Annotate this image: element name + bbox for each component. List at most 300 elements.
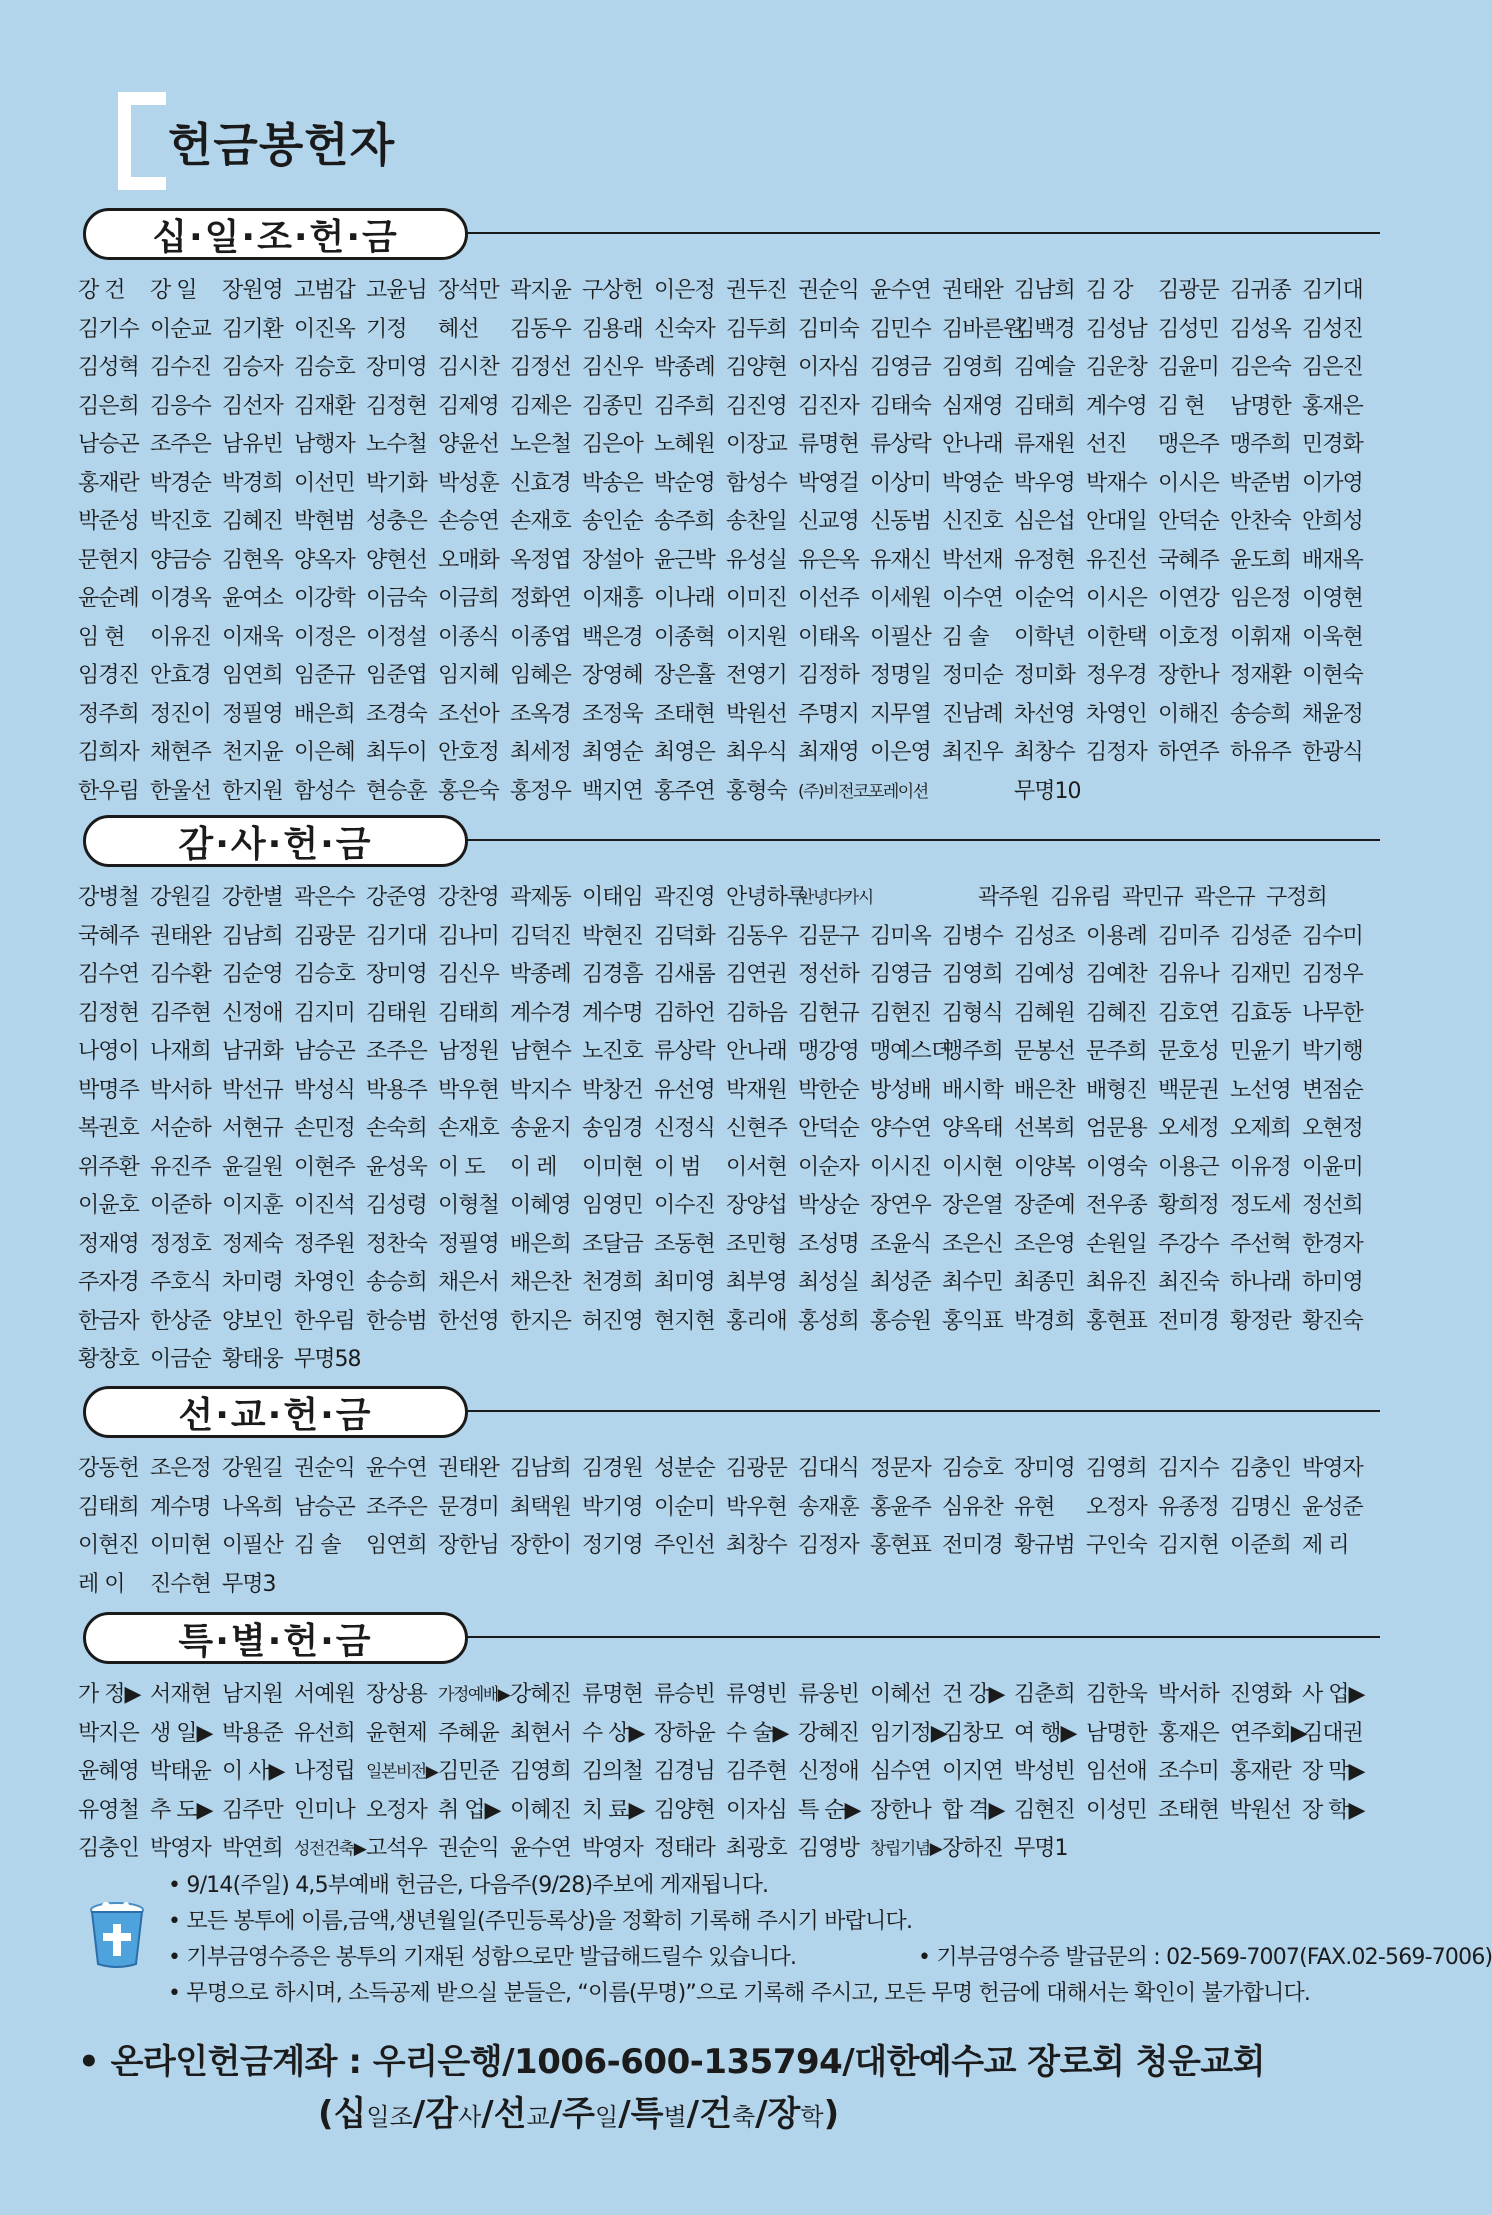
donor-name: 최택원 — [510, 1494, 571, 1520]
donor-name: 이종엽 — [510, 624, 571, 650]
donor-name: 하미영 — [1302, 1270, 1363, 1295]
donor-name: 임연희 — [222, 663, 283, 688]
donor-name: 송승희 — [366, 1270, 427, 1295]
donor-name: 진영화 — [1230, 1682, 1291, 1707]
donor-name: 구상헌 — [582, 278, 643, 303]
donor-name: 조선아 — [438, 701, 499, 727]
donor-name: 이성민 — [1086, 1797, 1147, 1823]
donor-name: 김남희 — [1014, 278, 1075, 303]
donor-name: 류명현 — [798, 432, 859, 457]
donor-name: 홍성희 — [798, 1308, 859, 1334]
donor-name: 남승곤 — [294, 1494, 355, 1520]
donor-name: 이시은 — [1086, 586, 1147, 611]
name-grid — [78, 879, 1378, 1380]
offering-type-rest: 사 — [458, 2103, 482, 2131]
donor-name: 주자경 — [78, 1270, 139, 1295]
donor-name: 주호식 — [150, 1270, 211, 1295]
donor-name: 이순교 — [150, 316, 211, 342]
donor-name: 배은희 — [510, 1231, 571, 1257]
donor-name: 한광식 — [1302, 740, 1363, 765]
section-divider — [466, 1410, 1380, 1412]
paren-close: ) — [823, 2094, 840, 2134]
offering-type-rest: 별 — [663, 2103, 687, 2131]
donor-name: 김재민 — [1230, 962, 1291, 987]
donor-name: 배형진 — [1086, 1077, 1147, 1103]
donor-name: 김태숙 — [870, 393, 931, 419]
donor-name: 박태윤 — [150, 1759, 211, 1784]
donor-name: 조경숙 — [366, 701, 427, 727]
donor-name: 신정애 — [798, 1759, 859, 1784]
donor-name: 최진우 — [942, 740, 1003, 765]
donor-name: 박종례 — [654, 355, 715, 380]
donor-name: 김영희 — [510, 1759, 571, 1784]
donor-name: 김주현 — [150, 1000, 211, 1026]
donor-name: 최진숙 — [1158, 1270, 1219, 1295]
donor-name: 노선영 — [1230, 1077, 1291, 1103]
donor-name: 나영이 — [78, 1039, 139, 1064]
donor-name: 구인숙 — [1086, 1533, 1147, 1558]
donor-name: 무명3 — [222, 1571, 276, 1597]
donor-name: 홍현표 — [870, 1533, 931, 1558]
donor-name — [906, 879, 978, 918]
donor-name: 김예슬 — [1014, 355, 1075, 380]
donor-name: 박영순 — [942, 470, 1003, 496]
donor-name: 국혜주 — [78, 923, 139, 949]
donor-name: 노은철 — [510, 432, 571, 457]
note-line: • 기부금영수증은 봉투의 기재된 성함으로만 발급해드릴수 있습니다. — [168, 1945, 797, 1970]
donor-name: 추 도▶ — [150, 1797, 213, 1823]
donor-name: 강혜진 — [510, 1682, 571, 1707]
donor-name: 이순억 — [1014, 586, 1075, 611]
donor-name: 김정자 — [1086, 740, 1147, 765]
donor-name: 박준범 — [1230, 470, 1291, 496]
donor-name: 김제은 — [510, 393, 571, 419]
donor-name: 장한나 — [870, 1797, 931, 1823]
donor-name: 배시학 — [942, 1077, 1003, 1103]
donor-name: 김지수 — [1158, 1456, 1219, 1481]
donor-name: 차영인 — [1086, 701, 1147, 727]
donor-name: 민경화 — [1302, 432, 1363, 457]
donor-name: 김영금 — [870, 355, 931, 380]
separator: / — [549, 2094, 563, 2134]
donor-name: 최성준 — [870, 1270, 931, 1295]
donor-name: 김충인 — [1230, 1456, 1291, 1481]
donor-name: 함성수 — [726, 470, 787, 496]
donor-name: 김정우 — [1302, 962, 1363, 987]
donor-name: 정도세 — [1230, 1193, 1291, 1218]
donor-name: 조옥경 — [510, 701, 571, 727]
donor-name: 일본비전▶ — [366, 1762, 438, 1782]
thanks-section — [78, 815, 1378, 1380]
donor-name: 황창호 — [78, 1347, 139, 1372]
donor-name: 김귀종 — [1230, 278, 1291, 303]
donor-name: 선진 — [1086, 432, 1127, 457]
donor-name: 여 행▶ — [1014, 1720, 1077, 1746]
donor-name: 송재훈 — [798, 1494, 859, 1520]
online-account-info: • 온라인헌금계좌 : 우리은행/1006-600-135794/대한예수교 장로회 청운교회 — [78, 2042, 1266, 2082]
donor-name: 신동범 — [870, 509, 931, 534]
donor-name: 신숙자 — [654, 316, 715, 342]
donor-name: 임경진 — [78, 663, 139, 688]
donor-name: 박지수 — [510, 1077, 571, 1103]
donor-name: 김태희 — [1014, 393, 1075, 419]
donor-name: 김성진 — [1302, 316, 1363, 342]
donor-name: 박영자 — [1302, 1456, 1363, 1481]
donor-name: 장미영 — [366, 962, 427, 987]
donor-name: 정미순 — [942, 663, 1003, 688]
donor-name: 심유찬 — [942, 1494, 1003, 1520]
page-title: 헌금봉헌자 — [168, 118, 396, 172]
donor-name: 윤성욱 — [366, 1154, 427, 1180]
donor-name: 사 업▶ — [1302, 1682, 1365, 1707]
donor-name: 장준예 — [1014, 1193, 1075, 1218]
donor-name: 유정현 — [1014, 547, 1075, 573]
donor-name: 유재신 — [870, 547, 931, 573]
donor-name: 복권호 — [78, 1116, 139, 1141]
donor-name: 조정욱 — [582, 701, 643, 727]
donor-name: 양윤선 — [438, 432, 499, 457]
offering-type-initial: 장 — [767, 2094, 801, 2134]
donor-name: 권태완 — [438, 1456, 499, 1481]
offering-type-rest: 일 — [595, 2103, 619, 2131]
section-title-thanks: 감·사·헌·금 — [83, 815, 468, 867]
donor-name: 김춘희 — [1014, 1682, 1075, 1707]
donor-name: 장은휼 — [654, 663, 715, 688]
donor-name: 김응수 — [150, 393, 211, 419]
donor-name: 전영기 — [726, 663, 787, 688]
donor-name: 김기대 — [366, 923, 427, 949]
donor-name: 김현진 — [870, 1000, 931, 1026]
donor-name: 이휘재 — [1230, 624, 1291, 650]
offering-type-initial: 주 — [562, 2094, 595, 2134]
donor-name: 조주은 — [366, 1039, 427, 1064]
donor-name: 나무한 — [1302, 1000, 1363, 1026]
donor-name: 김민준 — [438, 1759, 499, 1784]
donor-name: 이형철 — [438, 1193, 499, 1218]
donor-name: 가정예배▶ — [438, 1685, 510, 1705]
donor-name: 이학년 — [1014, 624, 1075, 650]
donor-name: 허진영 — [582, 1308, 643, 1334]
donor-name: 김정현 — [366, 393, 427, 419]
donor-name: 양보인 — [222, 1308, 283, 1334]
donor-name: 정주원 — [294, 1231, 355, 1257]
donor-name: 최미영 — [654, 1270, 715, 1295]
donor-name: 이혜진 — [510, 1797, 571, 1823]
donor-name: 김태원 — [366, 1000, 427, 1026]
donor-name: 남현수 — [510, 1039, 571, 1064]
donor-name: 이지원 — [726, 624, 787, 650]
donor-name: 손재호 — [438, 1116, 499, 1141]
donor-name: 장한님 — [438, 1533, 499, 1558]
donor-name: 조주은 — [150, 432, 211, 457]
donor-name: 박현범 — [294, 509, 355, 534]
donor-name: 안희성 — [1302, 509, 1363, 534]
donor-name: 차미령 — [222, 1270, 283, 1295]
donor-name: 서현규 — [222, 1116, 283, 1141]
donor-name: 박지은 — [78, 1720, 139, 1746]
donor-name: 문봉선 — [1014, 1039, 1075, 1064]
donor-name: 김성령 — [366, 1193, 427, 1218]
donor-name: 양현선 — [366, 547, 427, 573]
donor-name: 위주환 — [78, 1154, 139, 1180]
donor-name: 신교영 — [798, 509, 859, 534]
donor-name: 박우현 — [726, 1494, 787, 1520]
donor-name: 조달금 — [582, 1231, 643, 1257]
donor-name: 김대식 — [798, 1456, 859, 1481]
donor-name: 이지훈 — [222, 1193, 283, 1218]
donor-name: 문경미 — [438, 1494, 499, 1520]
donor-name: 무명58 — [294, 1347, 361, 1372]
donor-name: 백은경 — [582, 624, 643, 650]
donor-name: 임기정▶ — [870, 1720, 947, 1746]
donor-name: 박상순 — [798, 1193, 859, 1218]
donor-name: 김창모 — [942, 1720, 1003, 1746]
donor-name: 성전건축▶ — [294, 1839, 366, 1859]
donor-name: 안덕순 — [1158, 509, 1219, 534]
donor-name: 신진호 — [942, 509, 1003, 534]
donor-name: 최종민 — [1014, 1270, 1075, 1295]
separator: / — [618, 2094, 631, 2134]
donor-name: 이혜선 — [870, 1682, 931, 1707]
donor-name: 권순익 — [294, 1456, 355, 1481]
donor-name: 박기영 — [582, 1494, 643, 1520]
donor-name: 정찬숙 — [366, 1231, 427, 1257]
donor-name: 제 리 — [1302, 1533, 1349, 1558]
offering-type-rest: 학 — [800, 2103, 824, 2131]
donor-name: 김미옥 — [870, 923, 931, 949]
donor-name: 무명1 — [1014, 1836, 1068, 1861]
donor-name: 류명현 — [582, 1682, 643, 1707]
donor-name: 한선영 — [438, 1308, 499, 1334]
donor-name: 남승곤 — [294, 1039, 355, 1064]
donor-name: 곽진영 — [654, 885, 715, 910]
donor-name: 이용근 — [1158, 1154, 1219, 1180]
donor-name: 박성훈 — [438, 470, 499, 496]
donor-name: 류상락 — [870, 432, 931, 457]
donor-name: 김연권 — [726, 962, 787, 987]
donor-name: 김 솔 — [294, 1533, 341, 1558]
donor-name: 권두진 — [726, 278, 787, 303]
donor-name: 김광문 — [726, 1456, 787, 1481]
donor-name: 김승자 — [222, 355, 283, 380]
offering-type-initial: 특 — [630, 2094, 664, 2134]
donor-name: 최창수 — [1014, 740, 1075, 765]
donor-name: 서재현 — [150, 1682, 211, 1707]
donor-name: 김주만 — [222, 1797, 283, 1823]
donor-name: 김경원 — [582, 1456, 643, 1481]
donor-name: 신정식 — [654, 1116, 715, 1141]
donor-name: 김영희 — [942, 962, 1003, 987]
donor-name: 박영자 — [150, 1836, 211, 1861]
donor-name: 김영금 — [870, 962, 931, 987]
donor-name: 전미경 — [1158, 1308, 1219, 1334]
donor-name: 맹주희 — [942, 1039, 1003, 1064]
donor-name: 김백경 — [1014, 316, 1075, 342]
title-bracket-decoration — [118, 92, 166, 190]
offering-type-rest: 교 — [526, 2103, 550, 2131]
donor-name: 오제희 — [1230, 1116, 1291, 1141]
donor-name: 한우림 — [78, 778, 139, 804]
name-grid — [78, 272, 1378, 811]
name-grid — [78, 1676, 1378, 1869]
donor-name: 이금순 — [150, 1347, 211, 1372]
donor-name: 연주회▶ — [1230, 1720, 1307, 1746]
donor-name: 박우현 — [438, 1077, 499, 1103]
donor-name: 김유림 — [1050, 885, 1111, 910]
donor-name: 곽제동 — [510, 885, 571, 910]
donor-name: 강병철 — [78, 885, 139, 910]
donor-name: 손원일 — [1086, 1231, 1147, 1257]
donor-name: 신현주 — [726, 1116, 787, 1141]
donor-name: 김현진 — [1014, 1797, 1075, 1823]
donor-name: 합 격▶ — [942, 1797, 1005, 1823]
donor-name: 김효동 — [1230, 1000, 1291, 1026]
donor-name: 박우영 — [1014, 470, 1075, 496]
donor-name: 장은열 — [942, 1193, 1003, 1218]
donor-name: 홍은숙 — [438, 778, 499, 804]
donor-name: 홍재란 — [78, 470, 139, 496]
donor-name: 김남희 — [222, 923, 283, 949]
donor-name: 송인순 — [582, 509, 643, 534]
donor-name: 홍형숙 — [726, 778, 787, 804]
donor-name: 이한택 — [1086, 624, 1147, 650]
separator: / — [481, 2094, 494, 2134]
donor-name: 임 현 — [78, 624, 125, 650]
donor-name: 조태현 — [1158, 1797, 1219, 1823]
donor-name: 최유진 — [1086, 1270, 1147, 1295]
donor-name: 송윤지 — [510, 1116, 571, 1141]
donor-name: 이자심 — [726, 1797, 787, 1823]
donor-name: 이윤미 — [1302, 1154, 1363, 1180]
donor-name: 백문권 — [1158, 1077, 1219, 1103]
donor-name: 임지혜 — [438, 663, 499, 688]
donor-name: 오세정 — [1158, 1116, 1219, 1141]
donor-name: 김기수 — [78, 316, 139, 342]
donor-name: 강원길 — [150, 885, 211, 910]
donor-name: 이연강 — [1158, 586, 1219, 611]
donor-name: 유현 — [1014, 1494, 1055, 1520]
donor-name: 진수현 — [150, 1571, 211, 1597]
donor-name: 나정립 — [294, 1759, 355, 1784]
donor-name: 김예찬 — [1086, 962, 1147, 987]
donor-name: 황태웅 — [222, 1347, 283, 1372]
donor-name: 김수연 — [78, 962, 139, 987]
donor-name: 황정란 — [1230, 1308, 1291, 1334]
donor-name: 장영혜 — [582, 663, 643, 688]
donor-name: 이금숙 — [366, 586, 427, 611]
donor-name: 이준하 — [150, 1193, 211, 1218]
donor-name: 정문자 — [870, 1456, 931, 1481]
donor-name: 심수연 — [870, 1759, 931, 1784]
donor-name: 오정자 — [1086, 1494, 1147, 1520]
donor-name: 김승호 — [294, 355, 355, 380]
donor-name: 김은숙 — [1230, 355, 1291, 380]
donor-name: 윤성준 — [1302, 1494, 1363, 1520]
donor-name: 김현옥 — [222, 547, 283, 573]
donor-name: 김병수 — [942, 923, 1003, 949]
donor-name: 장미영 — [1014, 1456, 1075, 1481]
donor-name: 권순익 — [798, 278, 859, 303]
donor-name: 창립기념▶ — [870, 1839, 942, 1859]
donor-name: 기정 — [366, 316, 407, 342]
section-title-mission: 선·교·헌·금 — [83, 1386, 468, 1438]
donor-name: 김성혁 — [78, 355, 139, 380]
donor-name: 이유정 — [1230, 1154, 1291, 1180]
donor-name: 류승빈 — [654, 1682, 715, 1707]
donor-name: (주)비전코포레이션 — [798, 781, 928, 802]
donor-name: 손숙희 — [366, 1116, 427, 1141]
donor-name: 최부영 — [726, 1270, 787, 1295]
donor-name: 김진영 — [726, 393, 787, 419]
separator: / — [686, 2094, 700, 2134]
donor-name: 정정호 — [150, 1231, 211, 1257]
donor-name: 윤길원 — [222, 1154, 283, 1180]
donor-name: 차영인 — [294, 1270, 355, 1295]
donor-name: 윤수연 — [510, 1836, 571, 1861]
donor-name: 박현진 — [582, 923, 643, 949]
donor-name: 이가영 — [1302, 470, 1363, 496]
donor-name: 박서하 — [150, 1077, 211, 1103]
donor-name: 한지은 — [510, 1308, 571, 1334]
donor-name: 조민형 — [726, 1231, 787, 1257]
special-section — [78, 1612, 1378, 1869]
donor-name: 김미주 — [1158, 923, 1219, 949]
donor-name: 전우종 — [1086, 1193, 1147, 1218]
donor-name: 하나래 — [1230, 1270, 1291, 1295]
donor-name: 최영순 — [582, 740, 643, 765]
donor-name: 장미영 — [366, 355, 427, 380]
donor-name: 박순영 — [654, 470, 715, 496]
donor-name: 황규범 — [1014, 1533, 1075, 1558]
offering-type-rest: 축 — [731, 2103, 756, 2131]
donor-name: 이태옥 — [798, 624, 859, 650]
donor-name: 김지현 — [1158, 1533, 1219, 1558]
donor-name: 박용주 — [366, 1077, 427, 1103]
donor-name: 현지현 — [654, 1308, 715, 1334]
donor-name: 김의철 — [582, 1759, 643, 1784]
donor-name: 박경희 — [1014, 1308, 1075, 1334]
donor-name: 남지원 — [222, 1682, 283, 1707]
donor-name: 한울선 — [150, 778, 211, 804]
donor-name: 정우경 — [1086, 663, 1147, 688]
donor-name: 건 강▶ — [942, 1682, 1005, 1707]
donor-name: 계수경 — [510, 1000, 571, 1026]
donor-name: 현승훈 — [366, 778, 427, 804]
donor-name: 이욱현 — [1302, 624, 1363, 650]
donor-name: 문호성 — [1158, 1039, 1219, 1064]
donor-name: 김선자 — [222, 393, 283, 419]
donor-name: 이지연 — [942, 1759, 1003, 1784]
donor-name: 김예성 — [1014, 962, 1075, 987]
donor-name: 주선혁 — [1230, 1231, 1291, 1257]
donor-name: 장양섭 — [726, 1193, 787, 1218]
donor-name: 김순영 — [222, 962, 283, 987]
donor-name: 강혜진 — [798, 1720, 859, 1746]
donor-name: 계수영 — [1086, 393, 1147, 419]
donor-name: 김희자 — [78, 740, 139, 765]
donor-name: 채은찬 — [510, 1270, 571, 1295]
donor-name: 김형식 — [942, 1000, 1003, 1026]
donor-name: 양옥태 — [942, 1116, 1003, 1141]
section-divider — [466, 232, 1380, 234]
donor-name: 주인선 — [654, 1533, 715, 1558]
donor-name: 김성조 — [1014, 923, 1075, 949]
donor-name: 노혜원 — [654, 432, 715, 457]
donor-name: 윤현제 — [366, 1720, 427, 1746]
donor-name: 임준엽 — [366, 663, 427, 688]
donor-name: 이현진 — [78, 1533, 139, 1558]
donor-name: 유선영 — [654, 1077, 715, 1103]
